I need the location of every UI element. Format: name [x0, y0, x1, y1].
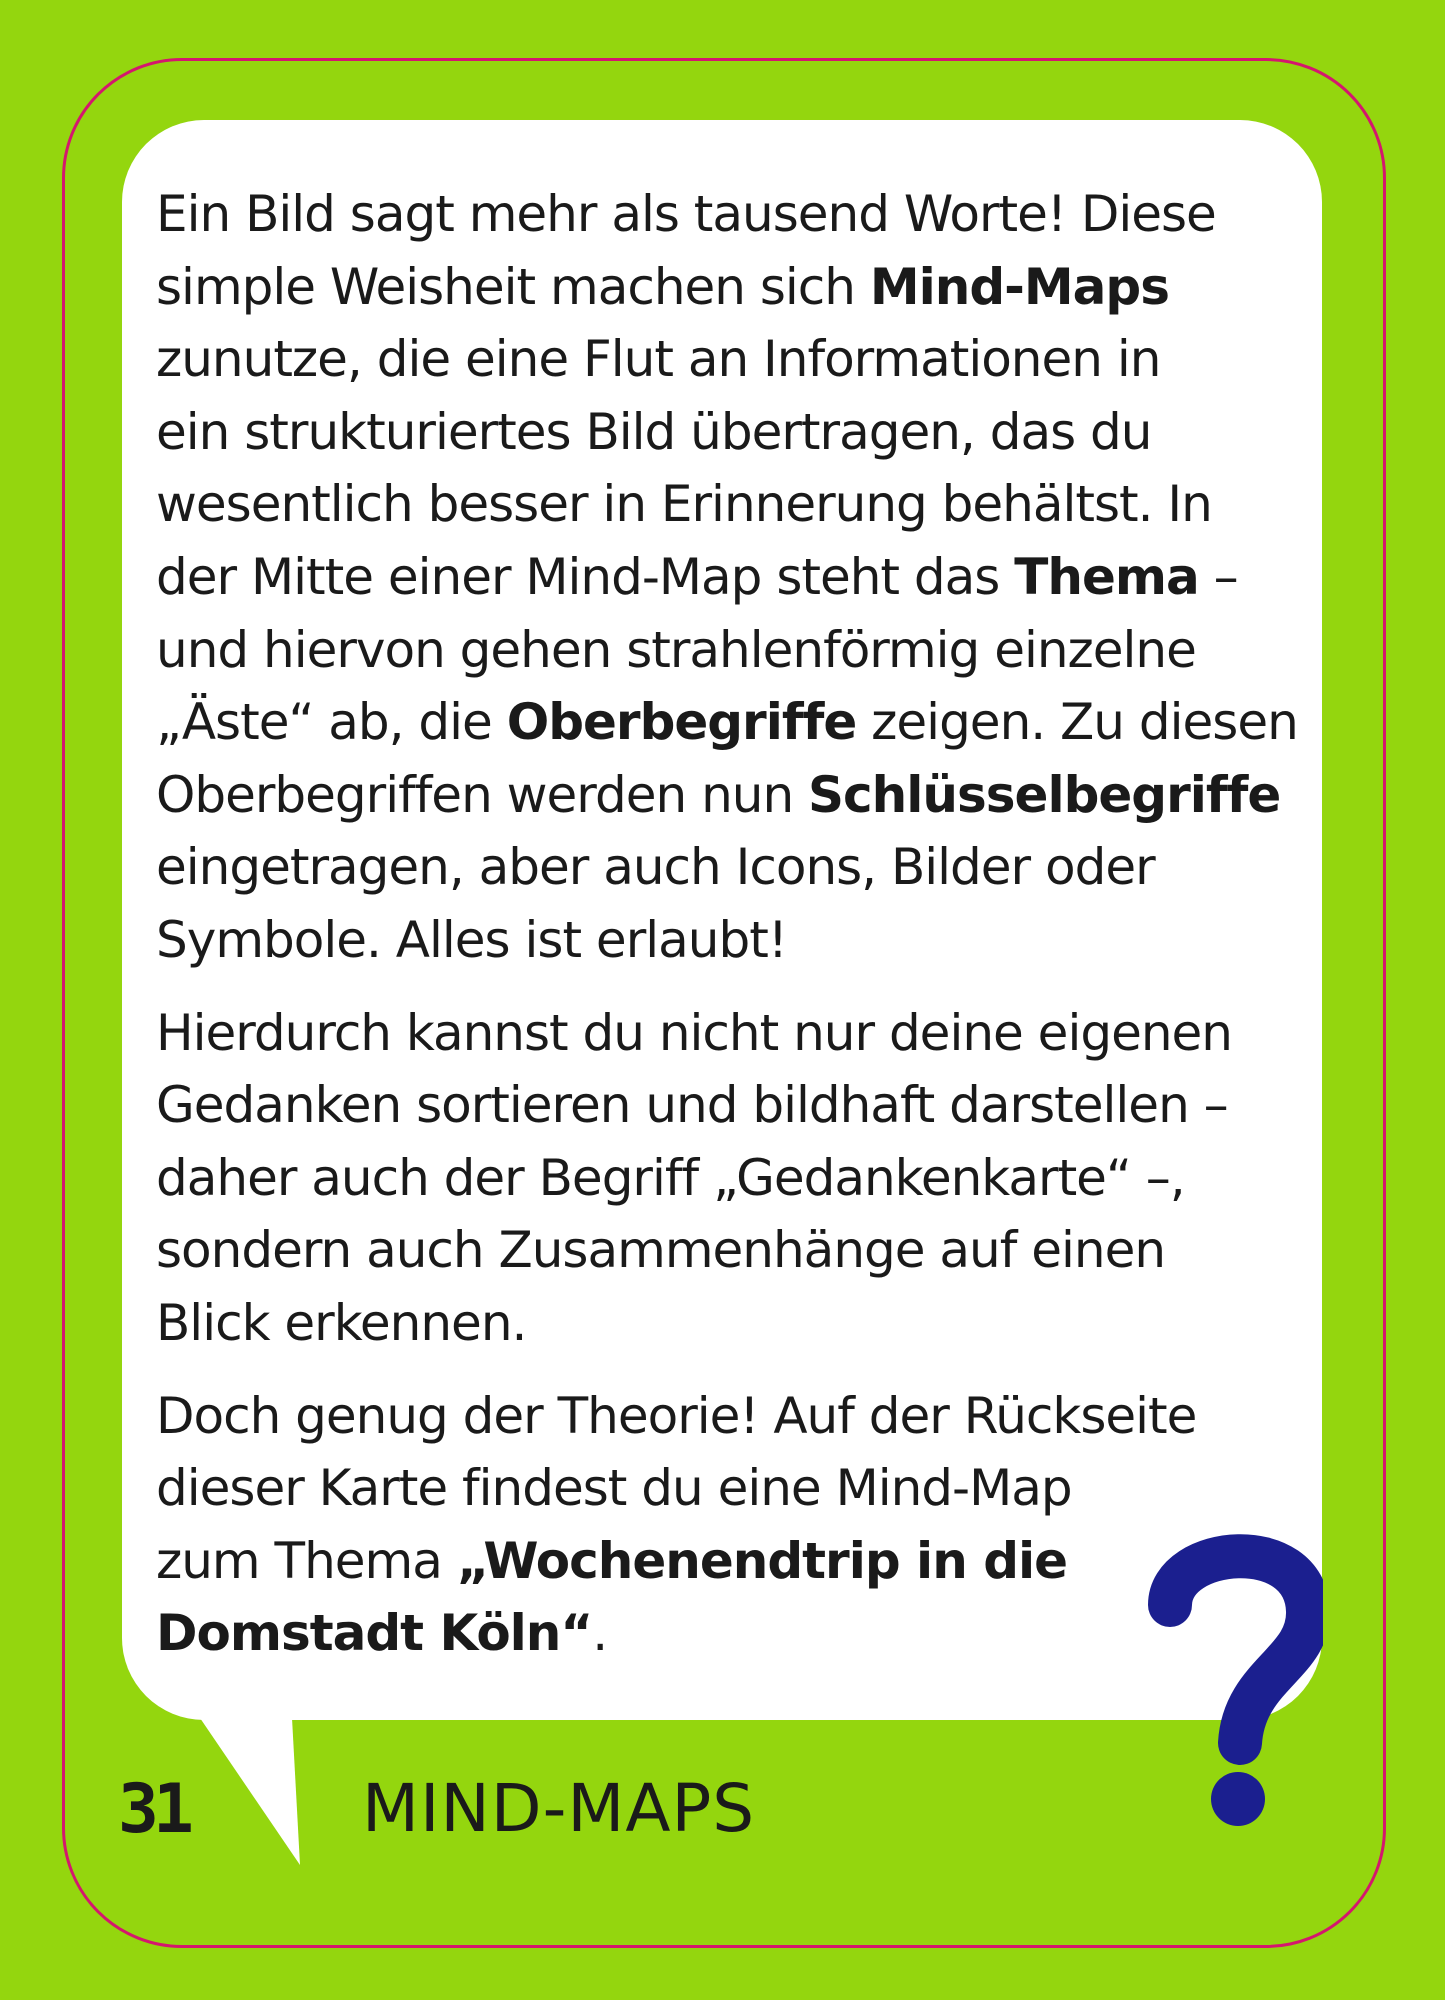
text-run: – — [1198, 547, 1238, 606]
body-text — [156, 178, 1296, 1670]
text-line — [156, 997, 1296, 1070]
text-line — [156, 1525, 1296, 1598]
text-run: . — [592, 1604, 608, 1663]
text-line — [156, 541, 1296, 614]
page-number: 31 — [118, 1770, 188, 1849]
text-run: Oberbegriffen werden nun — [156, 765, 809, 824]
text-line — [156, 614, 1296, 687]
text-run: Ein Bild sagt mehr als tausend Worte! Diese — [156, 185, 1216, 243]
text-line — [156, 468, 1296, 541]
text-line — [156, 831, 1296, 904]
text-run: zum Thema — [156, 1531, 457, 1590]
text-run: eingetragen, aber auch Icons, Bilder oder — [156, 838, 1155, 897]
text-run: Doch genug der Theorie! Auf der Rückseite — [156, 1386, 1197, 1445]
text-line — [156, 1287, 1296, 1360]
bold-term: Thema — [1014, 547, 1199, 606]
text-line — [156, 1214, 1296, 1287]
text-line — [156, 1452, 1296, 1525]
text-line — [156, 1380, 1296, 1453]
text-run: Gedanken sortieren und bildhaft darstellen – — [156, 1076, 1228, 1135]
paragraph-intro — [156, 178, 1296, 977]
bold-term: Schlüsselbegriffe — [808, 765, 1281, 824]
text-line — [156, 686, 1296, 759]
text-run: zeigen. Zu diesen — [856, 693, 1298, 752]
text-line — [156, 904, 1296, 977]
card-title: MIND-MAPS — [362, 1770, 756, 1847]
text-line — [156, 1597, 1296, 1670]
text-run: und hiervon gehen strahlenförmig einzelne — [156, 620, 1196, 679]
text-line — [156, 178, 1296, 251]
text-run: sondern auch Zusammenhänge auf einen — [156, 1221, 1166, 1280]
bold-term: „Wochenendtrip in die — [456, 1531, 1068, 1590]
text-run: ein strukturiertes Bild übertragen, das du — [156, 402, 1152, 461]
text-run: simple Weisheit machen sich — [156, 257, 870, 316]
text-run: der Mitte einer Mind-Map steht das — [156, 547, 1015, 606]
bold-term: Mind-Maps — [869, 257, 1169, 316]
text-line — [156, 251, 1296, 324]
text-line — [156, 759, 1296, 832]
bold-term: Domstadt Köln“ — [156, 1604, 593, 1663]
text-run: Symbole. Alles ist erlaubt! — [156, 910, 787, 969]
text-run: Blick erkennen. — [156, 1293, 527, 1352]
text-run: zunutze, die eine Flut an Informationen in — [156, 330, 1161, 389]
text-run: wesentlich besser in Erinnerung behältst. In — [156, 475, 1212, 534]
text-run: dieser Karte findest du eine Mind-Map — [156, 1459, 1072, 1518]
text-run: daher auch der Begriff „Gedankenkarte“ –, — [156, 1148, 1185, 1207]
text-line — [156, 1142, 1296, 1215]
paragraph-benefits — [156, 997, 1296, 1360]
text-run: „Äste“ ab, die — [156, 693, 507, 752]
text-run: Hierdurch kannst du nicht nur deine eigenen — [156, 1003, 1232, 1062]
text-line — [156, 396, 1296, 469]
text-line — [156, 1069, 1296, 1142]
bold-term: Oberbegriffe — [506, 693, 857, 752]
paragraph-backside-hint — [156, 1380, 1296, 1670]
text-line — [156, 323, 1296, 396]
question-mark-icon — [1148, 1525, 1323, 1835]
